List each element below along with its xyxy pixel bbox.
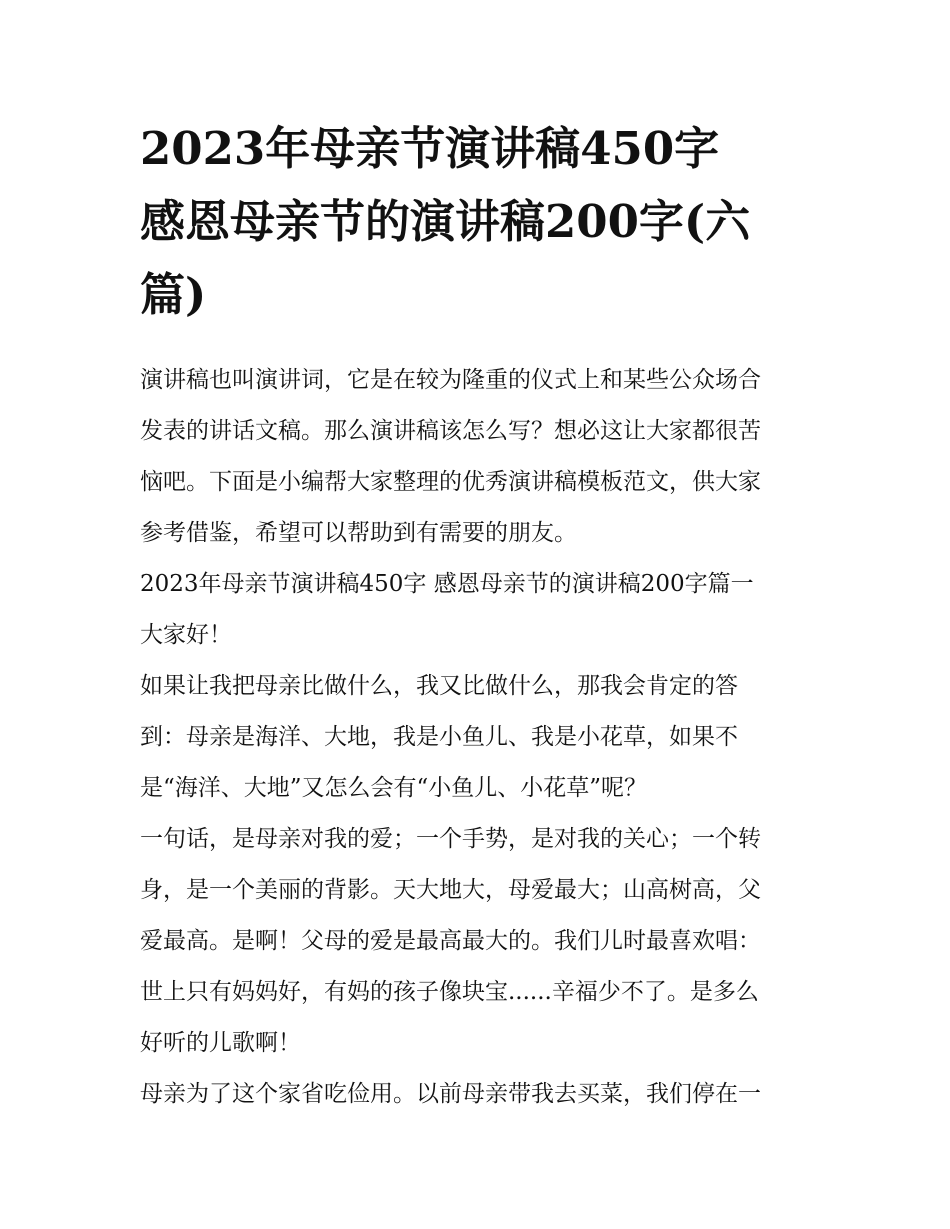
body-paragraph (140, 661, 830, 814)
title-line: 篇) (140, 268, 207, 321)
text-line: 母亲为了这个家省吃俭用。以前母亲带我去买菜，我们停在一 (140, 1081, 761, 1107)
body-paragraph (140, 814, 830, 1069)
title-line: 感恩母亲节的演讲稿200字(六 (140, 195, 751, 248)
section-heading (140, 559, 830, 610)
text-line: 身，是一个美丽的背影。天大地大，母爱最大；山高树高，父 (140, 877, 761, 903)
text-line: 到：母亲是海洋、大地，我是小鱼儿、我是小花草，如果不 (140, 724, 738, 750)
document-title (140, 112, 830, 331)
text-line: 大家好！ (140, 622, 232, 648)
text-line: 发表的讲话文稿。那么演讲稿该怎么写？想必这让大家都很苦 (140, 418, 761, 444)
title-line: 2023年母亲节演讲稿450字 (140, 122, 720, 175)
intro-paragraph (140, 355, 830, 559)
text-line: 演讲稿也叫演讲词，它是在较为隆重的仪式上和某些公众场合 (140, 367, 761, 393)
text-line: 一句话，是母亲对我的爱；一个手势，是对我的关心；一个转 (140, 826, 761, 852)
text-line: 2023年母亲节演讲稿450字 感恩母亲节的演讲稿200字篇一 (140, 571, 754, 597)
text-line: 爱最高。是啊！父母的爱是最高最大的。我们儿时最喜欢唱： (140, 928, 761, 954)
text-line: 好听的儿歌啊！ (140, 1030, 301, 1056)
text-line: 参考借鉴，希望可以帮助到有需要的朋友。 (140, 520, 577, 546)
body-paragraph (140, 1069, 830, 1120)
greeting-paragraph (140, 610, 830, 661)
document-body (140, 355, 830, 1120)
text-line: 世上只有妈妈好，有妈的孩子像块宝......辛福少不了。是多么 (140, 979, 759, 1005)
text-line: 如果让我把母亲比做什么，我又比做什么，那我会肯定的答 (140, 673, 738, 699)
text-line: 是“海洋、大地”又怎么会有“小鱼儿、小花草”呢？ (140, 775, 648, 801)
text-line: 恼吧。下面是小编帮大家整理的优秀演讲稿模板范文，供大家 (140, 469, 761, 495)
